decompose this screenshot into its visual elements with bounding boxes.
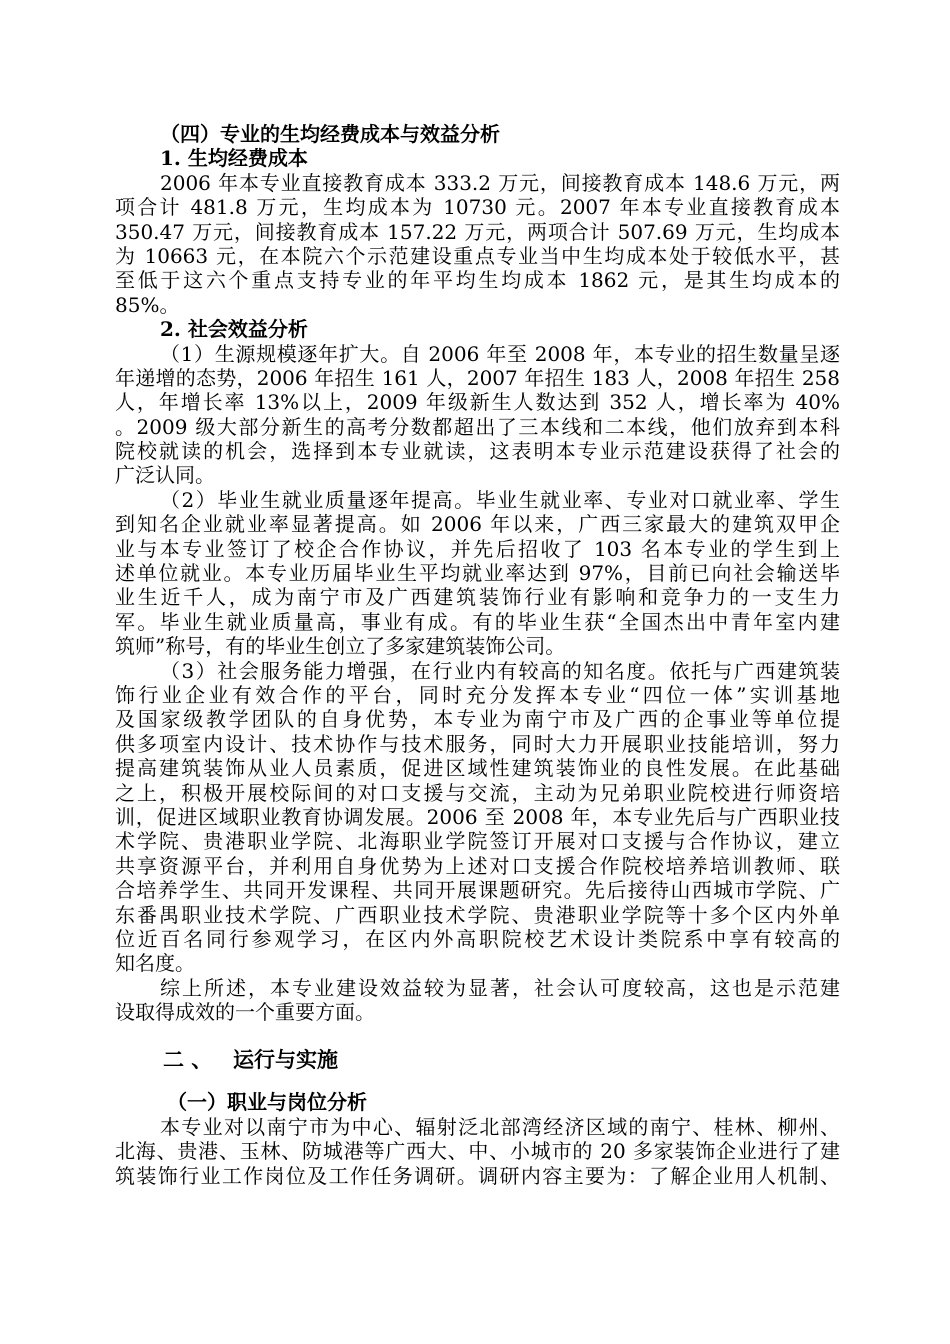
text-line: 之上，积极开展校际间的对口支援与交流，主动为兄弟职业院校进行师资培 xyxy=(115,780,840,805)
text-line: 。2009 级大部分新生的高考分数都超出了三本线和二本线，他们放弃到本科 xyxy=(115,414,840,439)
text-line: 北海、贵港、玉林、防城港等广西大、中、小城市的 20 多家装饰企业进行了建 xyxy=(115,1139,840,1164)
section-heading-4: （四）专业的生均经费成本与效益分析 xyxy=(160,122,500,146)
text-line: 人，年增长率 13%以上，2009 年级新生人数达到 352 人，增长率为 40% xyxy=(115,390,840,415)
paragraph-job-analysis xyxy=(115,1115,840,1188)
section-heading-1: （一）职业与岗位分析 xyxy=(167,1090,367,1115)
text-line: 筑师”称号，有的毕业生创立了多家建筑装饰公司。 xyxy=(115,634,566,659)
text-line: 2006 年本专业直接教育成本 333.2 万元，间接教育成本 148.6 万元，两 xyxy=(160,170,840,195)
text-line: 提高建筑装饰从业人员素质，促进区域性建筑装饰业的良性发展。在此基础 xyxy=(115,756,840,781)
text-line: 本专业对以南宁市为中心、辐射泛北部湾经济区域的南宁、桂林、柳州、 xyxy=(160,1114,840,1139)
text-line: 到知名企业就业率显著提高。如 2006 年以来，广西三家最大的建筑双甲企 xyxy=(115,512,840,537)
text-line: （3）社会服务能力增强，在行业内有较高的知名度。依托与广西建筑装 xyxy=(160,658,840,683)
text-line: 筑装饰行业工作岗位及工作任务调研。调研内容主要为：了解企业用人机制、 xyxy=(115,1163,840,1188)
text-line: 合培养学生、共同开发课程、共同开展课题研究。先后接待山西城市学院、广 xyxy=(115,878,840,903)
chapter-number: 二 、 xyxy=(163,1047,213,1073)
text-line: 位近百名同行参观学习，在区内外高职院校艺术设计类院系中享有较高的 xyxy=(115,926,840,951)
subheading-per-student-cost: 1. 生均经费成本 xyxy=(160,146,308,171)
text-line: 东番禺职业技术学院、广西职业技术学院、贵港职业学院等十多个区内外单 xyxy=(115,902,840,927)
text-line: 至低于这六个重点支持专业的年平均生均成本 1862 元，是其生均成本的 xyxy=(115,268,840,293)
text-line: 业与本专业签订了校企合作协议，并先后招收了 103 名本专业的学生到上 xyxy=(115,536,840,561)
paragraph-social-service xyxy=(115,659,840,976)
text-line: 共享资源平台，并利用自身优势为上述对口支援合作院校培养培训教师、联 xyxy=(115,853,840,878)
text-line: 院校就读的机会，选择到本专业就读，这表明本专业示范建设获得了社会的 xyxy=(115,439,840,464)
text-line: 供多项室内设计、技术协作与技术服务，同时大力开展职业技能培训，努力 xyxy=(115,731,840,756)
text-line: 设取得成效的一个重要方面。 xyxy=(115,1000,375,1025)
text-line: 350.47 万元，间接教育成本 157.22 万元，两项合计 507.69 万元，生均成本 xyxy=(115,219,840,244)
paragraph-summary xyxy=(115,976,840,1025)
paragraph-per-student-cost xyxy=(115,171,840,317)
text-line: （1）生源规模逐年扩大。自 2006 年至 2008 年，本专业的招生数量呈逐 xyxy=(160,341,840,366)
text-line: 项合计 481.8 万元，生均成本为 10730 元。2007 年本专业直接教育成本 xyxy=(115,195,840,220)
text-line: 业生近千人，成为南宁市及广西建筑装饰行业有影响和竞争力的一支生力 xyxy=(115,585,840,610)
document-page xyxy=(115,122,840,1188)
text-line: 饰行业企业有效合作的平台，同时充分发挥本专业“四位一体”实训基地 xyxy=(115,682,840,707)
text-line: 军。毕业生就业质量高，事业有成。有的毕业生获“全国杰出中青年室内建 xyxy=(115,609,840,634)
chapter-title: 运行与实施 xyxy=(233,1047,338,1073)
text-line: 及国家级教学团队的自身优势，本专业为南宁市及广西的企事业等单位提 xyxy=(115,707,840,732)
text-line: 85%。 xyxy=(115,292,180,317)
text-line: 为 10663 元，在本院六个示范建设重点专业当中生均成本处于较低水平，甚 xyxy=(115,243,840,268)
paragraph-enrollment xyxy=(115,342,840,488)
paragraph-employment xyxy=(115,488,840,659)
text-line: 广泛认同。 xyxy=(115,463,215,488)
subheading-social-benefit: 2. 社会效益分析 xyxy=(160,317,308,342)
text-line: 年递增的态势，2006 年招生 161 人，2007 年招生 183 人，2008 年招生 258 xyxy=(115,365,840,390)
text-line: 综上所述，本专业建设效益较为显著，社会认可度较高，这也是示范建 xyxy=(160,975,840,1000)
chapter-heading-2 xyxy=(115,1046,840,1074)
text-line: 述单位就业。本专业历届毕业生平均就业率达到 97%，目前已向社会输送毕 xyxy=(115,561,840,586)
text-line: （2）毕业生就业质量逐年提高。毕业生就业率、专业对口就业率、学生 xyxy=(160,487,840,512)
text-line: 训，促进区域职业教育协调发展。2006 至 2008 年，本专业先后与广西职业技 xyxy=(115,804,840,829)
text-line: 术学院、贵港职业学院、北海职业学院签订开展对口支援与合作协议，建立 xyxy=(115,829,840,854)
text-line: 知名度。 xyxy=(115,951,195,976)
